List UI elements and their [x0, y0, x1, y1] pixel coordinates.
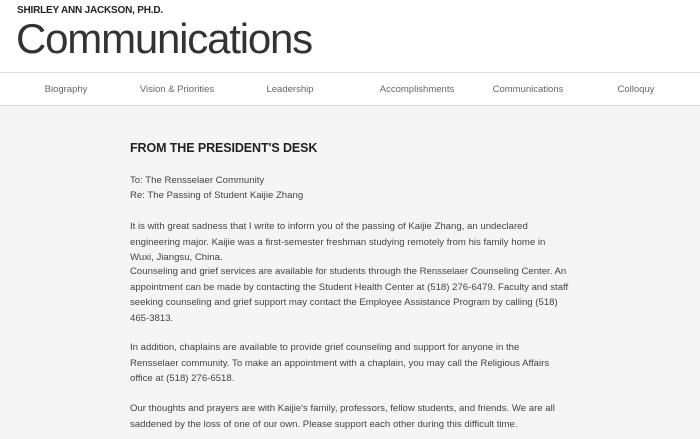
re-line: Re: The Passing of Student Kaijie Zhang	[130, 190, 304, 201]
nav-item-leadership[interactable]: Leadership	[266, 84, 314, 95]
to-line: To: The Rensselaer Community	[130, 175, 265, 186]
main-nav	[0, 72, 700, 106]
nav-item-colloquy[interactable]: Colloquy	[617, 84, 655, 95]
president-name[interactable]: SHIRLEY ANN JACKSON, PH.D.	[17, 5, 163, 16]
nav-item-vision-priorities[interactable]: Vision & Priorities	[139, 84, 215, 95]
nav-item-communications[interactable]: Communications	[492, 84, 564, 95]
nav-item-biography[interactable]: Biography	[44, 84, 88, 95]
page-title: Communications	[16, 15, 312, 62]
paragraph-2: Counseling and grief services are available for students through the Rensselaer Counseling Center. An appointment can be made by contacting the Student Health Center at (518) 276-6479. Faculty and staff seeking counseling and grief support may contact the Employee Assistance Program by calling (518) 465-3813.	[130, 266, 569, 324]
paragraph-1: It is with great sadness that I write to inform you of the passing of Kaijie Zhang, an undeclared engineering major. Kaijie was a first-semester freshman studying remotely from his family home in Wuxi, Jiangsu, China.	[130, 221, 546, 263]
paragraph-4: Our thoughts and prayers are with Kaijie's family, professors, fellow students, and friends. We are all saddened by the loss of one of our own. Please support each other during this difficult time.	[130, 403, 555, 430]
nav-item-accomplishments[interactable]: Accomplishments	[379, 84, 455, 95]
paragraph-3: In addition, chaplains are available to provide grief counseling and support for anyone in the Rensselaer community. To make an appointment with a chaplain, you may call the Religious Affairs office at (518) 276-6518.	[130, 342, 550, 384]
site-header	[0, 0, 700, 72]
article-heading: FROM THE PRESIDENT'S DESK	[130, 141, 318, 155]
